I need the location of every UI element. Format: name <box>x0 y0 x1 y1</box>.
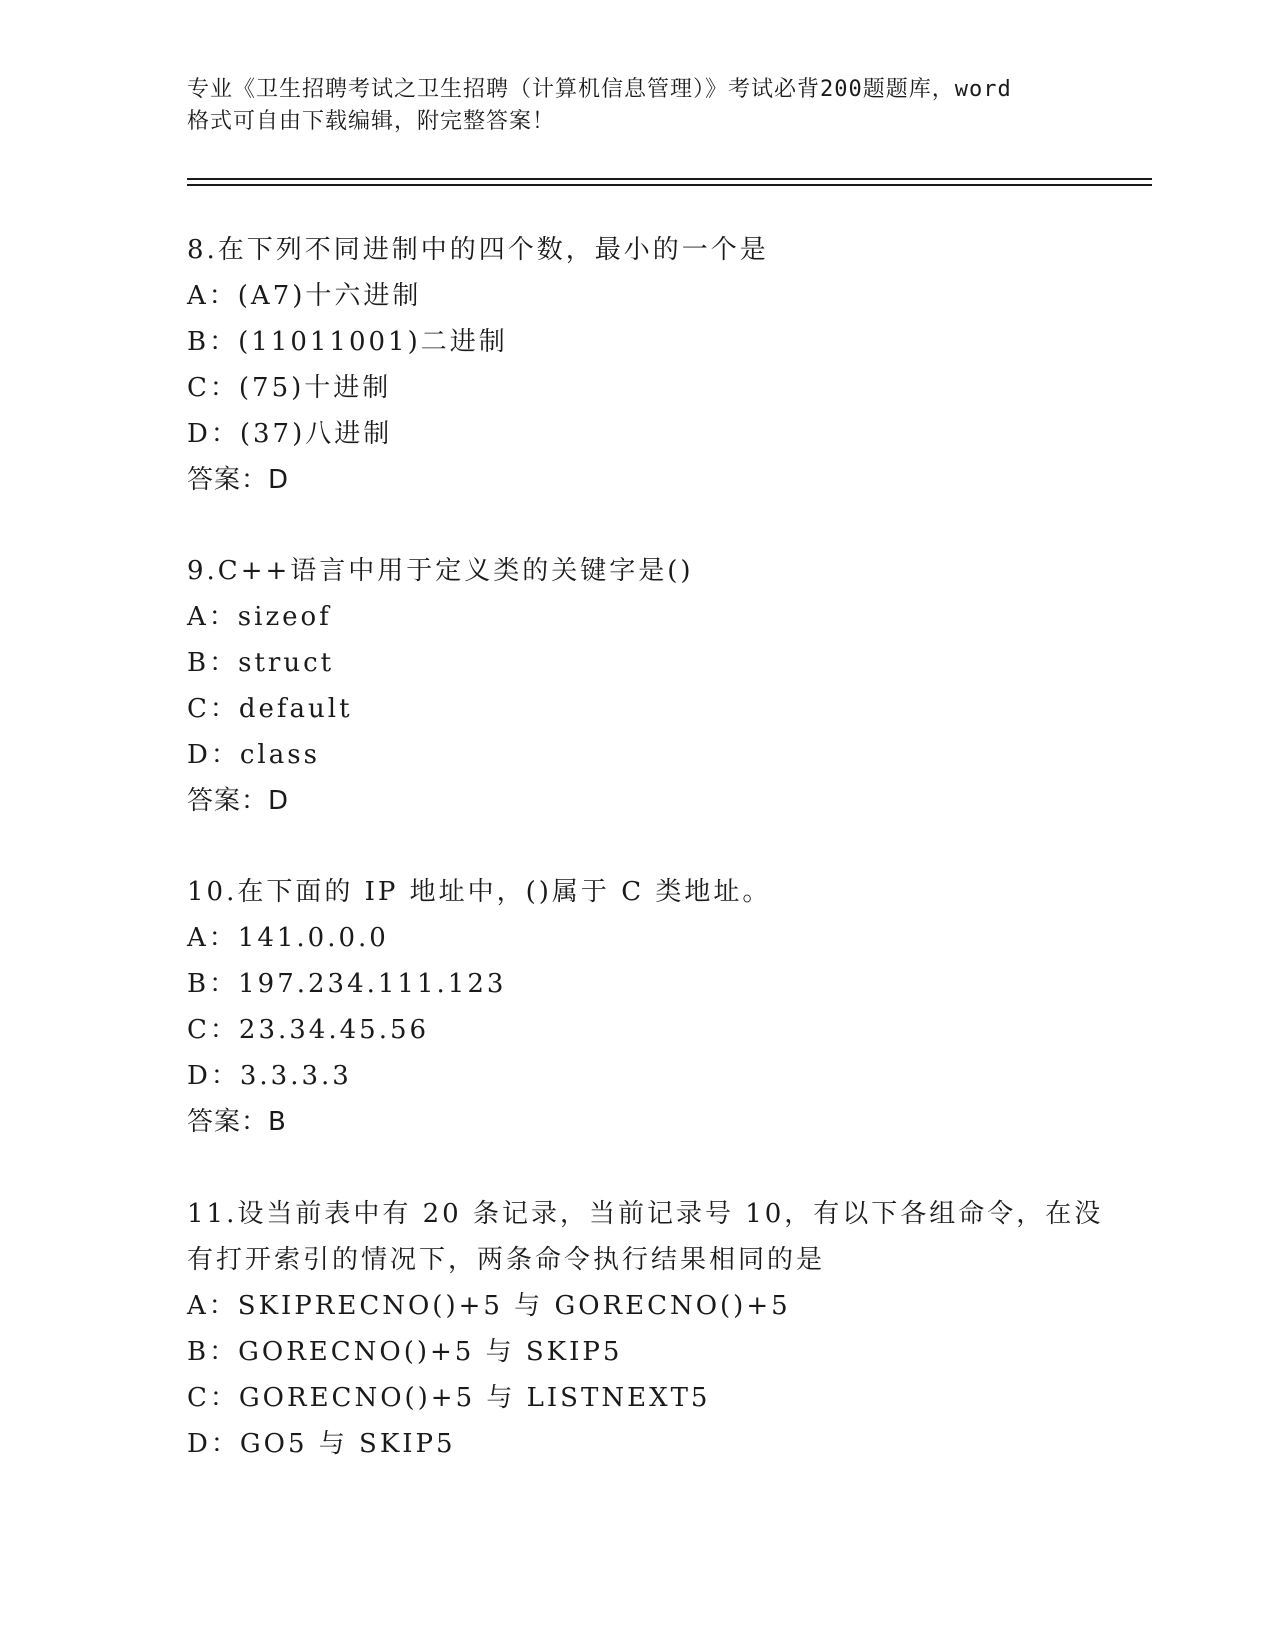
question-11 <box>187 1191 1104 1467</box>
option-text: (75)十进制 <box>238 373 392 403</box>
option-text: sizeof <box>237 602 332 632</box>
option-text: 3.3.3.3 <box>239 1061 352 1091</box>
option-a <box>187 594 1087 640</box>
header-rule-bottom <box>187 184 1152 186</box>
option-label: C： <box>187 1015 239 1045</box>
option-text: GORECNO()+5 与 LISTNEXT5 <box>238 1383 711 1413</box>
option-text: (11011001)二进制 <box>238 327 508 357</box>
option-c <box>187 1375 1087 1421</box>
option-text: default <box>238 694 353 724</box>
answer-line: 答案：D <box>187 786 290 816</box>
document-header <box>187 74 1087 138</box>
option-text: 23.34.45.56 <box>238 1015 430 1045</box>
option-text: (A7)十六进制 <box>237 281 422 311</box>
option-c <box>187 686 1087 732</box>
option-label: A： <box>187 281 238 311</box>
option-label: D： <box>187 1429 240 1459</box>
question-8 <box>187 227 1087 503</box>
option-label: C： <box>187 373 239 403</box>
option-label: C： <box>187 1383 239 1413</box>
option-c <box>187 365 1087 411</box>
option-b <box>187 961 1087 1007</box>
option-d <box>187 1421 1087 1467</box>
option-label: A： <box>187 923 238 953</box>
option-d <box>187 1053 1087 1099</box>
option-b <box>187 319 1087 365</box>
option-text: class <box>239 740 320 770</box>
question-stem: 10.在下面的 IP 地址中，()属于 C 类地址。 <box>187 877 772 907</box>
option-label: D： <box>187 740 240 770</box>
option-text: GO5 与 SKIP5 <box>239 1429 456 1459</box>
option-text: struct <box>238 648 335 678</box>
option-text: 141.0.0.0 <box>237 923 389 953</box>
option-label: B： <box>187 648 239 678</box>
option-text: (37)八进制 <box>239 419 393 449</box>
option-a <box>187 1283 1087 1329</box>
option-b <box>187 640 1087 686</box>
option-a <box>187 273 1087 319</box>
question-stem-line-1: 11.设当前表中有 20 条记录，当前记录号 10，有以下各组命令，在没 <box>187 1199 1104 1229</box>
option-label: A： <box>187 1291 238 1321</box>
question-9 <box>187 548 1087 824</box>
option-d <box>187 411 1087 457</box>
option-label: C： <box>187 694 239 724</box>
option-label: B： <box>187 327 239 357</box>
question-10 <box>187 869 1087 1145</box>
option-a <box>187 915 1087 961</box>
header-line-1: 专业《卫生招聘考试之卫生招聘（计算机信息管理）》考试必背200题题库，word <box>187 77 1012 102</box>
option-label: D： <box>187 1061 240 1091</box>
option-b <box>187 1329 1087 1375</box>
option-label: A： <box>187 602 238 632</box>
question-stem: 8.在下列不同进制中的四个数，最小的一个是 <box>187 235 769 265</box>
option-d <box>187 732 1087 778</box>
header-rule-top <box>187 178 1152 180</box>
option-text: GORECNO()+5 与 SKIP5 <box>238 1337 623 1367</box>
question-stem-line-2: 有打开索引的情况下，两条命令执行结果相同的是 <box>187 1245 826 1275</box>
option-label: D： <box>187 419 240 449</box>
option-text: SKIPRECNO()+5 与 GORECNO()+5 <box>237 1291 791 1321</box>
option-c <box>187 1007 1087 1053</box>
answer-line: 答案：D <box>187 465 290 495</box>
option-text: 197.234.111.123 <box>238 969 507 999</box>
answer-line: 答案：B <box>187 1107 287 1137</box>
header-line-2: 格式可自由下载编辑，附完整答案！ <box>187 109 556 134</box>
option-label: B： <box>187 1337 239 1367</box>
option-label: B： <box>187 969 239 999</box>
question-stem: 9.C++语言中用于定义类的关键字是() <box>187 556 694 586</box>
